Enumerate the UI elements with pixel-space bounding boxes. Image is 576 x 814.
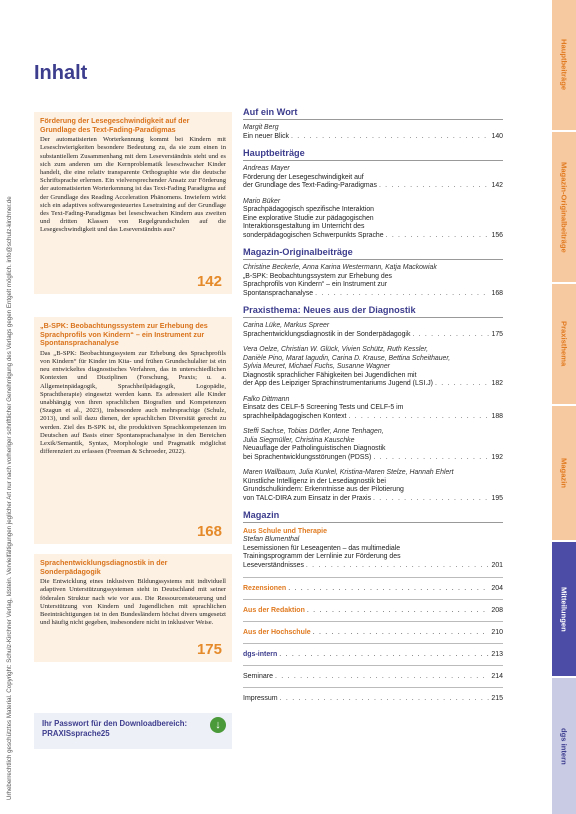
row-label: Impressum [243,695,278,702]
page-number: 204 [491,585,503,592]
entry-title-line: Grundschulkindern: Erkenntnisse aus der Pilotierung [243,486,404,493]
author: Margit Berg [243,124,279,131]
teaser-column [34,112,232,672]
section-heading: Hauptbeiträge [243,148,305,158]
page-number: 168 [491,289,503,297]
leader-dots [379,182,490,191]
toc-row-rezensionen[interactable] [243,584,503,593]
tab-magazin-originalbeitraege[interactable] [552,132,576,282]
tab-label: Hauptbeiträge [559,39,569,91]
page-number: 215 [491,695,503,702]
leader-dots [313,628,490,637]
author: Julia Siegmüller, Christina Kauschke [243,436,355,444]
row-label: Aus der Hochschule [243,629,311,636]
page-number: 201 [491,561,503,569]
entry-title-line: Trainingsprogramm der Lernlinie zur Förderung des [243,553,401,560]
subsection-heading: Aus Schule und Therapie [243,528,328,535]
tab-label: dgs intern [559,727,569,765]
entry-title: Leseverständnisses [243,561,304,569]
divider [243,259,503,260]
divider [243,160,503,161]
leader-dots [288,584,489,593]
copyright-notice: Urheberrechtlich geschütztes Material. Copyright: Schulz-Kirchner Verlag, Idstein. Vervielfältigungen jeglicher Art nur nach vorheriger schriftlicher Genehmigung des Verlags gegen Entgelt möglich. info@schulz-kirchner.de [6,196,13,800]
tab-praxisthema[interactable] [552,284,576,404]
entry-title-line: Künstliche Intelligenz in der Lesediagnostik bei [243,477,386,485]
table-of-contents [243,107,503,703]
section-heading: Praxisthema: Neues aus der Diagnostik [243,305,416,315]
entry-title-line: Eine explorative Studie zur pädagogischen [243,214,374,222]
teaser-page-number: 168 [196,523,222,540]
section-tabs [552,0,576,814]
author: Andreas Mayer [243,165,290,172]
entry-title-line: Sprachprofils von Kindern“ – ein Instrument zur [243,281,388,288]
teaser-box[interactable] [34,112,232,294]
page-number: 210 [491,629,503,636]
author: Maren Wallbaum, Julia Kunkel, Kristina-Maren Stelze, Hannah Ehlert [243,469,454,476]
section-heading: Magazin [243,510,280,520]
leader-dots [306,562,490,571]
entry-title-line: Einsatz des CELF-5 Screening Tests und CELF-5 im [243,404,404,411]
download-icon[interactable]: ↓ [210,717,226,733]
page-number: 140 [491,132,503,140]
leader-dots [386,232,490,241]
password-value[interactable]: PRAXISsprache25 [42,729,110,738]
entry-title-line: Lesemissionen für Leseagenten – das multimediale [243,544,401,552]
leader-dots [279,650,489,659]
page-number: 192 [491,453,503,461]
leader-dots [291,133,490,142]
divider [243,687,503,688]
teaser-title: Förderung der Lesegeschwindigkeit auf der Grundlage des Text-Fading-Paradigmas [40,116,190,134]
author: Carina Lüke, Markus Spreer [243,322,330,329]
toc-row-aus-der-redaktion[interactable] [243,606,503,615]
teaser-text: Der automatisierten Worterkennung kommt bei Kindern mit Leseschwierigkeiten besondere Bedeutung zu, da sie zum einen in substantiellem Zusammenhang mit dem Leseverständnis steht und es sich zum anderen um die Kernproblematik leseschwacher Kinder handelt, die eine relativ transparente Orthographie wie die deutsche Schriftsprache erlernen. Ein vielversprechender Ansatz zur Förderung der automatisierten Worterkennung ist das Text-Fading Paradigma auf der Grundlage des Reading Acceleration Phänomens. Inwiefern wirkt sich ein adaptives softwaregesteuertes Lesetraining auf der Grundlage des Text-Fading-Paradigmas bei leseschwachen Kindern aus zweiten und dritten Klassen von Regelgrundschulen auf die Lesegeschwindigkeit und das Leseverständnis aus? [40,136,226,234]
toc-entry[interactable] [243,124,503,141]
leader-dots [280,694,490,703]
author: Danièle Pino, Marat Iagudin, Carina D. Krause, Bettina Scheithauer, [243,354,451,362]
teaser-title: Sprachentwicklungsdiagnostik in der Sonderpädagogik [40,558,168,576]
section-heading: Magazin-Originalbeiträge [243,247,353,257]
entry-title-line: „B-SPK: Beobachtungssystem zur Erhebung des [243,272,392,280]
divider [243,522,503,523]
page-number: 214 [491,673,503,680]
divider [243,577,503,578]
leader-dots [373,454,489,463]
author: Falko Dittmann [243,395,290,403]
tab-label: Praxisthema [559,321,569,367]
author: Stefan Blumenthal [243,536,300,543]
tab-hauptbeitraege[interactable] [552,0,576,130]
row-label: Rezensionen [243,585,287,592]
divider [243,317,503,318]
teaser-box[interactable] [34,554,232,662]
section-heading: Auf ein Wort [243,107,298,117]
teaser-page-number: 142 [196,273,222,290]
page-number: 213 [491,651,503,658]
toc-entry[interactable] [243,396,503,422]
author: Sylvia Meuret, Michael Fuchs, Susanne Wagner [243,363,390,370]
entry-title: bei Sprachentwicklungsstörungen (PDSS) [243,453,372,461]
divider [243,621,503,622]
entry-title: der App des Leipziger Sprachinstrumentariums Jugend (LSI.J) [243,380,433,387]
entry-title-line: Neuauflage der Patholinguistischen Diagnostik [243,445,386,452]
password-label: Ihr Passwort für den Downloadbereich: [42,719,188,728]
teaser-text: Das „B-SPK: Beobachtungssystem zur Erhebung des Sprachprofils von Kindern“ für Kinder im Kita- und frühen Grundschulalter ist ein neu entwickeltes diagnostisches Verfahren, das in unterschiedlichen Kontexten und Disziplinen (Forschung, Praxis; u. a. Allgemeinpädagogik, Sprachheilpädagogik, Logopädie, Sprachtherapie) eingesetzt werden kann. Es adressiert alle Kinder unabhängig von ihren sprachlichen Biografien und Kompetenzen (Szagun et al., 2023), insbesondere auch mehrsprachige (Schulz, 2013), und soll dazu dienen, der sprachlichen Diversität gerecht zu werden. Ziel des B-SPK ist, die produktiven Sprachkompetenzen im Deutschen auf Basis einer Spontansprachanalyse in den Bereichen Lexik/Semantik, Syntax, Morphologie und Pragmatik möglichst differenziert zu erfassen (Freeman & Schroeder, 2022). [40,349,226,456]
tab-label: Magazin [559,458,569,488]
toc-entry[interactable] [243,527,503,570]
author: Mario Büker [243,197,281,205]
row-label: Seminare [243,673,273,680]
author: Vera Oelze, Christian W. Glück, Vivien Schütz, Ruth Kessler, [243,346,429,353]
page-number: 195 [491,494,503,502]
leader-dots [435,380,490,389]
toc-row-aus-der-hochschule[interactable] [243,628,503,637]
page-number: 208 [491,607,503,614]
entry-title: Sprachentwicklungsdiagnostik in der Sonderpädagogik [243,330,411,338]
leader-dots [373,495,489,504]
tab-label: Mitteilungen [559,586,569,632]
leader-dots [412,331,489,340]
tab-mitteilungen[interactable] [552,542,576,676]
author: Christine Beckerle, Anna Karina Westermann, Katja Mackowiak [243,264,437,271]
page-number: 182 [491,380,503,387]
toc-entry[interactable] [243,165,503,191]
toc-row-dgs-intern[interactable] [243,650,503,659]
toc-entry[interactable] [243,264,503,298]
tab-magazin[interactable] [552,406,576,540]
toc-entry[interactable] [243,346,503,389]
leader-dots [348,413,489,422]
teaser-title: „B-SPK: Beobachtungssystem zur Erhebung des Sprachprofils von Kindern“ – ein Instrument zur Spontansprachanalyse [40,321,208,348]
teaser-page-number: 175 [196,641,222,658]
entry-title: Ein neuer Blick [243,132,289,140]
toc-entry[interactable] [243,198,503,241]
tab-dgs-intern[interactable] [552,678,576,814]
divider [243,119,503,120]
page-title: Inhalt [34,62,88,84]
entry-title-line: Interaktionsgestaltung im Unterricht des [243,223,365,230]
entry-title-line: Diagnostik sprachlicher Fähigkeiten bei Jugendlichen mit [243,371,417,379]
entry-title-line: Förderung der Lesegeschwindigkeit auf [243,173,364,181]
toc-row-seminare[interactable] [243,672,503,681]
divider [243,643,503,644]
toc-entry[interactable] [243,428,503,462]
author: Steffi Sachse, Tobias Dörfler, Anne Tenhagen, [243,428,384,435]
page-number: 175 [491,330,503,338]
tab-label: Magazin-Originalbeiträge [559,161,569,253]
entry-title: von TALC-DIRA zum Einsatz in der Praxis [243,494,372,502]
entry-title: Spontansprachanalyse [243,289,314,297]
divider [243,665,503,666]
teaser-text: Die Entwicklung eines inklusiven Bildungssystems mit individuell adaptiven Unterstützungssystemen steht in Deutschland mit seiner föderalen Struktur nach wie vor aus. Die Ressourcensteuerung und Unterstützung von Kindern und Jugendlichen mit sprachlichen Beeinträchtigungen ist in den Bundesländern höchst divers umgesetzt und häufig nicht gegeben, insbesondere nicht in inklusiver Weise. [40,578,226,627]
entry-title: sonderpädagogischen Schwerpunkts Sprache [243,231,384,239]
page-number: 156 [491,231,503,239]
toc-entry[interactable] [243,469,503,503]
toc-row-impressum[interactable] [243,694,503,703]
entry-title: sprachheilpädagogischen Kontext [243,412,347,420]
divider [243,599,503,600]
leader-dots [307,606,489,615]
toc-entry[interactable] [243,322,503,339]
page-number: 188 [491,412,503,420]
password-box [34,713,232,749]
entry-title: der Grundlage des Text-Fading-Paradigmas [243,182,377,189]
teaser-box[interactable] [34,317,232,544]
entry-title-line: Sprachpädagogisch spezifische Interaktion [243,206,375,213]
leader-dots [275,672,489,681]
row-label: dgs-intern [243,651,278,658]
leader-dots [315,290,489,299]
page-number: 142 [491,182,503,189]
row-label: Aus der Redaktion [243,607,305,614]
